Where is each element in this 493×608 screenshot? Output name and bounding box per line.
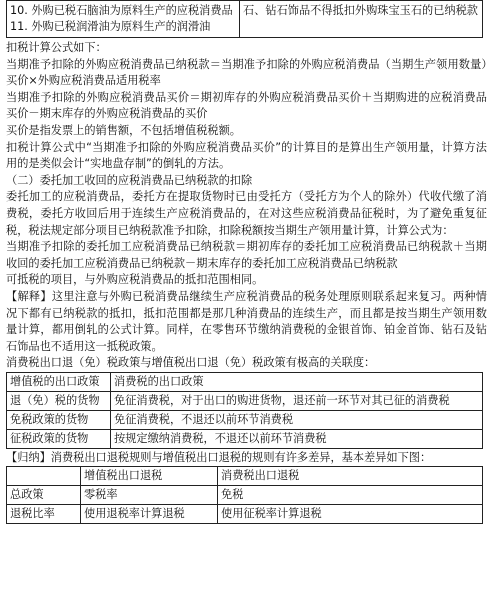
table-cell: 使用退税率计算退税 — [81, 505, 218, 524]
table-cell: 石、钻石饰品不得抵扣外购珠宝玉石的已纳税款 — [240, 1, 483, 38]
table-row — [7, 505, 483, 524]
table-header-row — [7, 372, 483, 391]
table-header-cell: 增值税出口退税 — [81, 467, 218, 486]
paragraph: 委托加工的应税消费品，委托方在提取货物时已由受托方（受托方为个人的除外）代收代缴了消费税，委托方收回后用于连续生产应税消费品的，在对这些应税消费品征税时，为了避免重复征税，税法规定部分项目已纳税款准予扣除，扣除税额按当期生产领用量计算，计算公式为： — [6, 190, 487, 237]
table-cell: 免税政策的货物 — [7, 410, 111, 429]
paragraph: 扣税计算公式如下： — [6, 41, 107, 54]
table-row — [7, 1, 483, 38]
table-header-cell: 消费税的出口政策 — [111, 372, 483, 391]
paragraph: 可抵税的项目，与外购应税消费品的抵扣范围相同。 — [6, 273, 264, 287]
table-header-cell — [7, 467, 81, 486]
table-cell: 退税比率 — [7, 505, 81, 524]
table-cell: 免税 — [218, 486, 483, 505]
continued-table — [6, 0, 483, 38]
table-cell: 征税政策的货物 — [7, 429, 111, 448]
table-cell: 退（免）税的货物 — [7, 391, 111, 410]
table-header-row — [7, 467, 483, 486]
table-cell: 按规定缴纳消费税，不退还以前环节消费税 — [111, 429, 483, 448]
table-header-cell: 增值税的出口政策 — [7, 372, 111, 391]
explanation-paragraph: 【解释】这里注意与外购已税消费品继续生产应税消费品的税务处理原则联系起来复习。两种情况下都有已纳税款的抵扣，抵扣范围都是那几种消费品的连续生产，而且都是按当期生产领用数量计算，都用倒轧的公式计算。同样，在零售环节缴纳消费税的金银首饰、铂金首饰、钻石及钻石饰品也不适用这一抵税政策。 — [6, 289, 487, 353]
section-heading: （二）委托加工收回的应税消费品已纳税款的扣除 — [6, 173, 253, 187]
export-policy-table — [6, 372, 483, 449]
paragraph: 扣税计算公式中“当期准予扣除的外购应税消费品买价”的计算目的是算出生产领用量，计算方法用的是类似会计“实地盘存制”的倒轧的方法。 — [6, 140, 487, 171]
table-cell: 零税率 — [81, 486, 218, 505]
paragraph: 当期准予扣除的委托加工应税消费品已纳税款＝期初库存的委托加工应税消费品已纳税款＋当期收回的委托加工应税消费品已纳税款－期末库存的委托加工应税消费品已纳税款 — [6, 240, 487, 270]
paragraph: 当期准予扣除的外购应税消费品已纳税款＝当期准予扣除的外购应税消费品（当期生产领用数量）买价×外购应税消费品适用税率 — [6, 57, 487, 88]
body-text — [6, 40, 487, 372]
table-cell: 总政策 — [7, 486, 81, 505]
table-cell: 免征消费税，对于出口的购进货物，退还前一环节对其已征的消费税 — [111, 391, 483, 410]
table-row — [7, 391, 483, 410]
paragraph: 当期准予扣除的外购应税消费品买价＝期初库存的外购应税消费品买价＋当期购进的应税消费品买价－期末库存的外购应税消费品的买价 — [6, 90, 487, 121]
table-cell: 10. 外购已税石脑油为原料生产的应税消费品 11. 外购已税润滑油为原料生产的润滑油 — [7, 1, 240, 38]
table-cell: 使用征税率计算退税 — [218, 505, 483, 524]
paragraph: 买价是指发票上的销售额，不包括增值税税额。 — [6, 123, 241, 137]
table-row — [7, 429, 483, 448]
summary-line: 【归纳】消费税出口退税规则与增值税出口退税的规则有许多差异，基本差异如下图： — [6, 450, 432, 464]
paragraph: 消费税出口退（免）税政策与增值税出口退（免）税政策有极高的关联度： — [6, 356, 376, 370]
table-row — [7, 486, 483, 505]
table-row — [7, 410, 483, 429]
export-refund-difference-table — [6, 466, 483, 524]
table-cell: 免征消费税，不退还以前环节消费税 — [111, 410, 483, 429]
table-header-cell: 消费税出口退税 — [218, 467, 483, 486]
